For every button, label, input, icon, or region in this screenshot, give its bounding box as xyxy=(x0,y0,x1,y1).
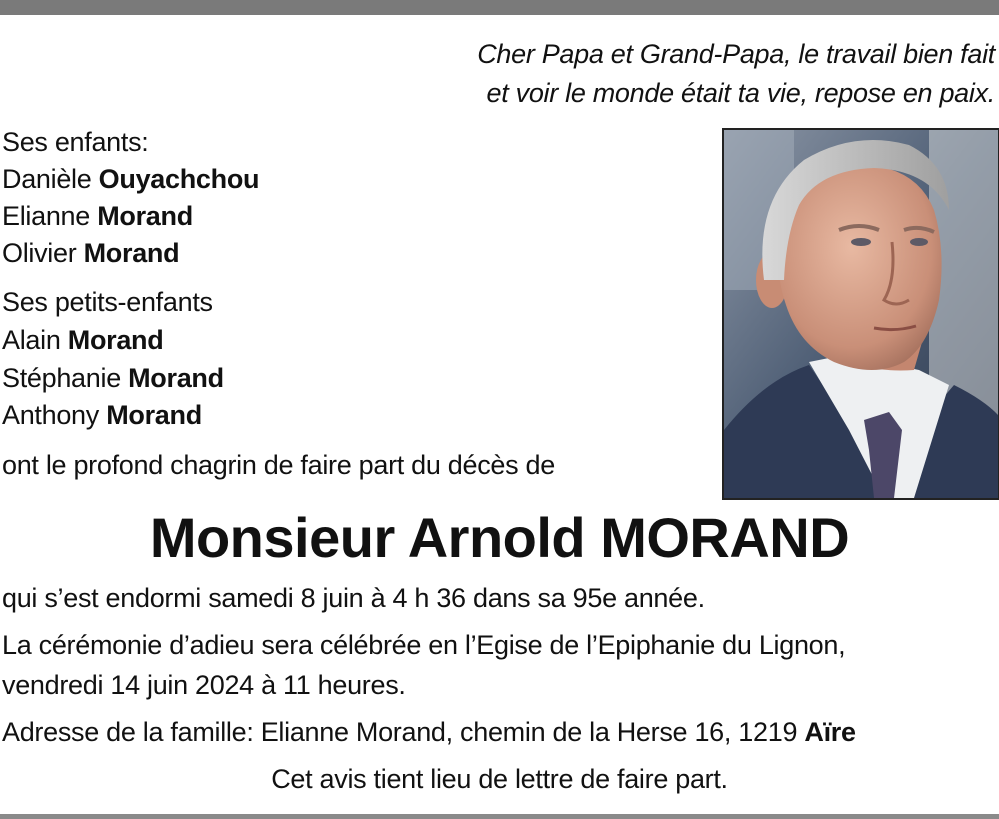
grandchildren-heading: Ses petits-enfants xyxy=(2,287,213,317)
death-line: qui s’est endormi samedi 8 juin à 4 h 36 dans sa 95e année. xyxy=(2,583,705,613)
grandchild-1 xyxy=(2,324,163,356)
grandchild-3 xyxy=(2,399,202,431)
grandchild-last-name: Morand xyxy=(128,363,224,393)
child-first-name: Olivier xyxy=(2,238,77,268)
portrait-photo xyxy=(722,128,999,500)
child-first-name: Danièle xyxy=(2,164,92,194)
grandchild-first-name: Anthony xyxy=(2,400,99,430)
portrait-illustration xyxy=(724,130,998,498)
child-last-name: Morand xyxy=(83,238,180,268)
closing-note: Cet avis tient lieu de lettre de faire part. xyxy=(271,764,728,794)
family-address xyxy=(2,716,856,748)
address-text: Adresse de la famille: Elianne Morand, chemin de la Herse 16, 1219 xyxy=(2,717,798,747)
bottom-border xyxy=(0,814,999,819)
grandchild-first-name: Stéphanie xyxy=(2,363,121,393)
announcement-text: ont le profond chagrin de faire part du décès de xyxy=(2,450,555,480)
grandchild-last-name: Morand xyxy=(67,325,164,355)
ceremony-line-1: La cérémonie d’adieu sera célébrée en l’Egise de l’Epiphanie du Lignon, xyxy=(2,630,846,660)
quote-line-1: Cher Papa et Grand-Papa, le travail bien fait xyxy=(477,39,995,69)
child-2 xyxy=(2,200,193,232)
ceremony-line-2: vendredi 14 juin 2024 à 11 heures. xyxy=(2,670,406,700)
child-last-name: Morand xyxy=(97,201,193,231)
children-heading: Ses enfants: xyxy=(2,127,149,157)
child-3 xyxy=(2,237,179,269)
grandchild-first-name: Alain xyxy=(2,325,61,355)
grandchild-last-name: Morand xyxy=(106,400,202,430)
address-town: Aïre xyxy=(804,717,856,747)
child-first-name: Elianne xyxy=(2,201,90,231)
quote-line-2: et voir le monde était ta vie, repose en paix. xyxy=(486,78,995,108)
grandchild-2 xyxy=(2,362,224,394)
child-last-name: Ouyachchou xyxy=(98,164,260,194)
top-border xyxy=(0,0,999,15)
child-1 xyxy=(2,163,259,195)
deceased-name: Monsieur Arnold MORAND xyxy=(149,506,850,569)
